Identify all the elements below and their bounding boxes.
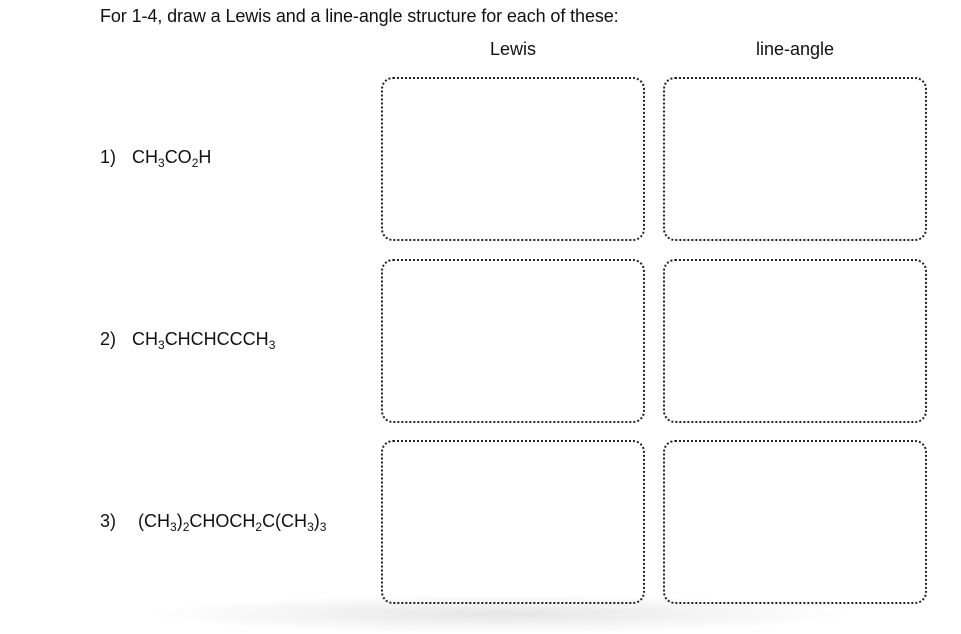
formula-text: )	[176, 511, 183, 531]
line-angle-drawing-box-3[interactable]	[663, 440, 927, 604]
formula	[138, 511, 327, 534]
formula-subscript: 2	[255, 520, 263, 534]
formula-subscript: 2	[191, 156, 199, 170]
formula	[132, 147, 212, 170]
formula-subscript: 3	[268, 338, 276, 352]
formula-text: CO	[164, 147, 192, 167]
instructions-heading: For 1-4, draw a Lewis and a line-angle structure for each of these:	[100, 6, 619, 26]
problem-number: 2)	[100, 329, 117, 349]
formula-text: CH	[132, 329, 158, 349]
column-header-line-angle: line-angle	[755, 39, 835, 59]
formula-text: H	[198, 147, 212, 167]
formula-subscript: 3	[307, 520, 314, 534]
formula-text: CHCHCCCH	[164, 329, 269, 349]
lewis-drawing-box-3[interactable]	[381, 440, 645, 604]
formula-text: )	[313, 511, 320, 531]
formula-subscript: 3	[158, 338, 165, 352]
problem-1	[100, 147, 211, 168]
formula-subscript: 2	[182, 520, 190, 534]
formula	[132, 329, 276, 352]
problem-3	[100, 511, 326, 532]
formula-text: CHOCH	[189, 511, 256, 531]
formula-text: C(CH	[262, 511, 308, 531]
line-angle-drawing-box-1[interactable]	[663, 77, 927, 241]
problem-number: 1)	[100, 147, 117, 167]
formula-subscript: 3	[158, 156, 165, 170]
problem-2	[100, 329, 275, 350]
column-header-lewis: Lewis	[489, 39, 537, 59]
lewis-drawing-box-1[interactable]	[381, 77, 645, 241]
formula-subscript: 3	[319, 520, 327, 534]
line-angle-drawing-box-2[interactable]	[663, 259, 927, 423]
lewis-drawing-box-2[interactable]	[381, 259, 645, 423]
formula-text: CH	[132, 147, 158, 167]
formula-text: (CH	[138, 511, 170, 531]
problem-number: 3)	[100, 511, 117, 531]
formula-subscript: 3	[170, 520, 177, 534]
